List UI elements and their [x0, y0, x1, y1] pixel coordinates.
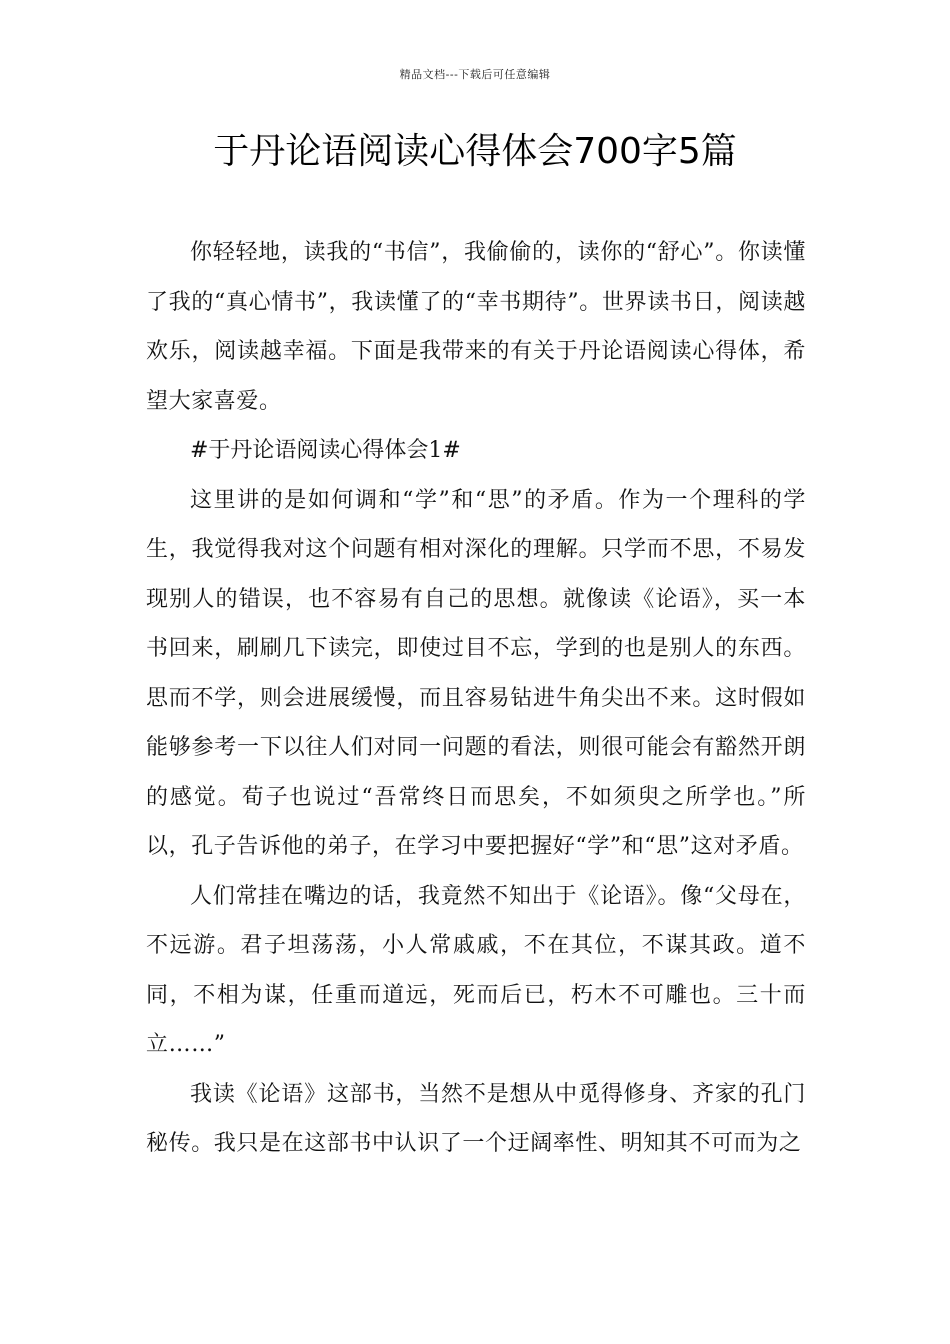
- paragraph-learning-thinking: 这里讲的是如何调和“学”和“思”的矛盾。作为一个理科的学生，我觉得我对这个问题有相对深化的理解。只学而不思，不易发现别人的错误，也不容易有自己的思想。就像读《论语》，买一本书回来，刷刷几下读完，即使过目不忘，学到的也是别人的东西。思而不学，则会进展缓慢，而且容易钻进牛角尖出不来。这时假如能够参考一下以往人们对同一问题的看法，则很可能会有豁然开朗的感觉。荀子也说过“吾常终日而思矣，不如须臾之所学也。”所以，孔子告诉他的弟子，在学习中要把握好“学”和“思”这对矛盾。: [146, 487, 806, 859]
- document-title: 于丹论语阅读心得体会700字5篇: [213, 131, 737, 172]
- paragraph-intro: 你轻轻地，读我的“书信”，我偷偷的，读你的“舒心”。你读懂了我的“真心情书”，我读懂了的“幸书期待”。世界读书日，阅读越欢乐，阅读越幸福。下面是我带来的有关于丹论语阅读心得体，希望大家喜爱。: [146, 240, 806, 414]
- section-heading: #于丹论语阅读心得体会1#: [190, 438, 461, 463]
- paragraph-reading-analects: 我读《论语》这部书，当然不是想从中觅得修身、齐家的孔门秘传。我只是在这部书中认识了一个迂阔率性、明知其不可而为之: [146, 1081, 806, 1156]
- header-note: 精品文档---下载后可任意编辑: [399, 68, 551, 81]
- paragraph-common-sayings: 人们常挂在嘴边的话，我竟然不知出于《论语》。像“父母在，不远游。君子坦荡荡，小人常戚戚，不在其位，不谋其政。道不同，不相为谋，任重而道远，死而后已，朽木不可雕也。三十而立……”: [146, 883, 806, 1057]
- document-body: [146, 228, 806, 1169]
